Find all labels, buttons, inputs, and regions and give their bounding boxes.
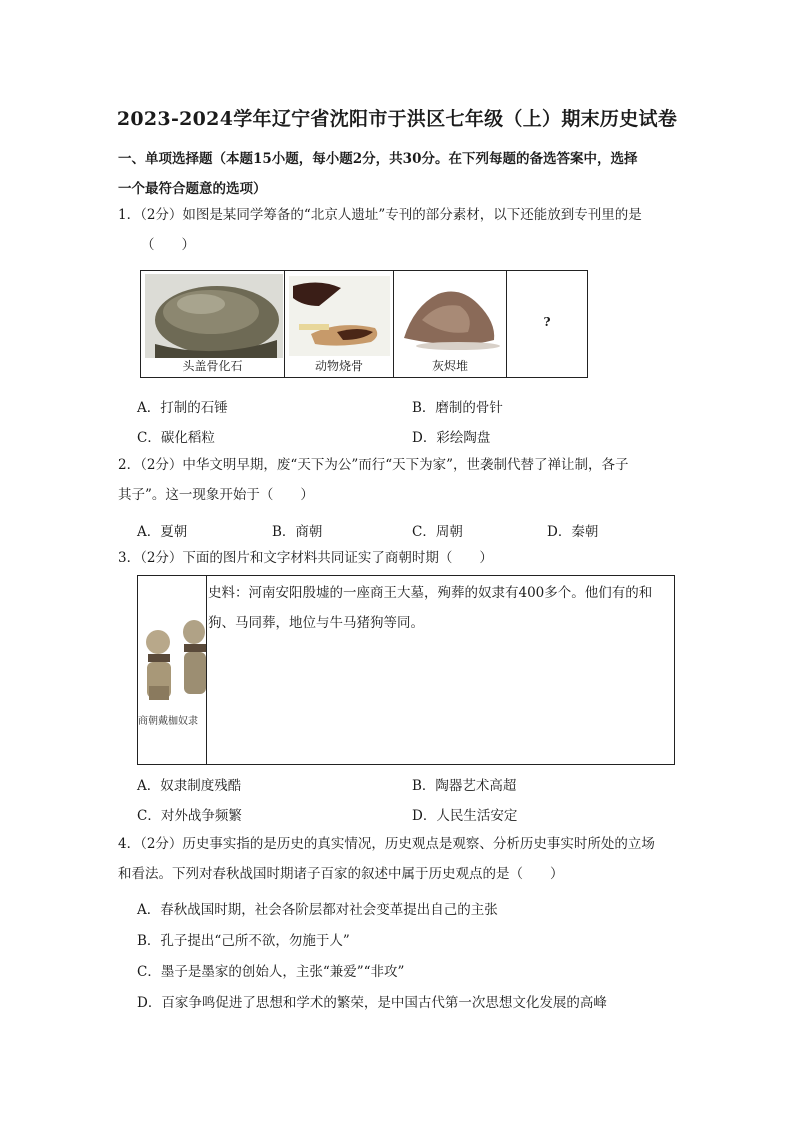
section-heading-line-2: 一个最符合题意的选项） bbox=[118, 181, 267, 197]
section-heading-line-1: 一、单项选择题（本题15小题，每小题2分，共30分。在下列每题的备选答案中，选择 bbox=[118, 151, 638, 167]
question-1-stem-line-2: （ ） bbox=[141, 237, 195, 253]
figurine-caption: 商朝戴枷奴隶 bbox=[138, 716, 198, 727]
question-4-stem-line-1: 4．（2分）历史事实指的是历史的真实情况，历史观点是观察、分析历史事实时所处的立场 bbox=[118, 836, 655, 852]
source-material-line-1: 史料：河南安阳殷墟的一座商王大墓，殉葬的奴隶有400多个。他们有的和 bbox=[208, 585, 653, 601]
source-material-text bbox=[208, 578, 674, 638]
question-3-option-c: C．对外战争频繁 bbox=[137, 808, 242, 824]
material-caption-skull: 头盖骨化石 bbox=[182, 359, 243, 373]
question-4-option-d: D．百家争鸣促进了思想和学术的繁荣，是中国古代第一次思想文化发展的高峰 bbox=[137, 995, 607, 1011]
question-4-option-c: C．墨子是墨家的创始人，主张“兼爱”“非攻” bbox=[137, 964, 405, 980]
question-1-material-table bbox=[140, 270, 588, 378]
question-1-stem bbox=[118, 200, 678, 260]
question-2-option-b: B．商朝 bbox=[272, 524, 323, 540]
material-image-cell bbox=[138, 576, 207, 764]
question-4-stem-line-2: 和看法。下列对春秋战国时期诸子百家的叙述中属于历史观点的是（ ） bbox=[118, 866, 564, 882]
question-2-option-c: C．周朝 bbox=[412, 524, 463, 540]
question-3-option-a: A．奴隶制度残酷 bbox=[137, 778, 242, 794]
material-caption-bones: 动物烧骨 bbox=[314, 359, 363, 373]
material-cell-ash bbox=[394, 271, 507, 377]
material-cell-skull bbox=[141, 271, 285, 377]
question-3-stem bbox=[118, 543, 678, 573]
skull-fossil-image bbox=[145, 274, 283, 358]
question-3-option-b: B．陶器艺术高超 bbox=[412, 778, 517, 794]
material-cell-unknown bbox=[507, 271, 587, 377]
question-2-option-d: D．秦朝 bbox=[547, 524, 599, 540]
question-2-stem-line-1: 2．（2分）中华文明早期，废“天下为公”而行“天下为家”，世袭制代替了禅让制，各子 bbox=[118, 457, 629, 473]
question-2-stem-line-2: 其子”。这一现象开始于（ ） bbox=[118, 487, 314, 503]
question-4-option-b: B．孔子提出“己所不欲，勿施于人” bbox=[137, 933, 350, 949]
question-2-stem bbox=[118, 450, 678, 510]
question-1-option-c: C．碳化稻粒 bbox=[137, 430, 215, 446]
question-2-option-a: A．夏朝 bbox=[137, 524, 188, 540]
page-title: 2023-2024学年辽宁省沈阳市于洪区七年级（上）期末历史试卷 bbox=[116, 108, 678, 130]
source-material-line-2: 狗、马同葬，地位与牛马猪狗等同。 bbox=[208, 615, 424, 631]
question-1-option-b: B．磨制的骨针 bbox=[412, 400, 503, 416]
question-4-option-a: A．春秋战国时期，社会各阶层都对社会变革提出自己的主张 bbox=[137, 902, 498, 918]
material-caption-ash: 灰烬堆 bbox=[431, 359, 468, 373]
ash-pile-image bbox=[398, 276, 503, 356]
question-3-material-table bbox=[137, 575, 675, 765]
section-heading bbox=[118, 144, 678, 204]
question-4-stem bbox=[118, 829, 678, 889]
question-3-stem-line-1: 3．（2分）下面的图片和文字材料共同证实了商朝时期（ ） bbox=[118, 550, 493, 566]
question-3-option-d: D．人民生活安定 bbox=[412, 808, 518, 824]
material-cell-bones bbox=[285, 271, 394, 377]
question-mark: ? bbox=[543, 315, 551, 329]
question-1-option-a: A．打制的石锤 bbox=[137, 400, 228, 416]
question-1-option-d: D．彩绘陶盘 bbox=[412, 430, 491, 446]
question-1-stem-line-1: 1．（2分）如图是某同学筹备的“北京人遗址”专刊的部分素材，以下还能放到专刊里的是 bbox=[118, 207, 642, 223]
slave-figurines-image bbox=[138, 606, 206, 716]
burnt-bone-image bbox=[289, 276, 390, 356]
